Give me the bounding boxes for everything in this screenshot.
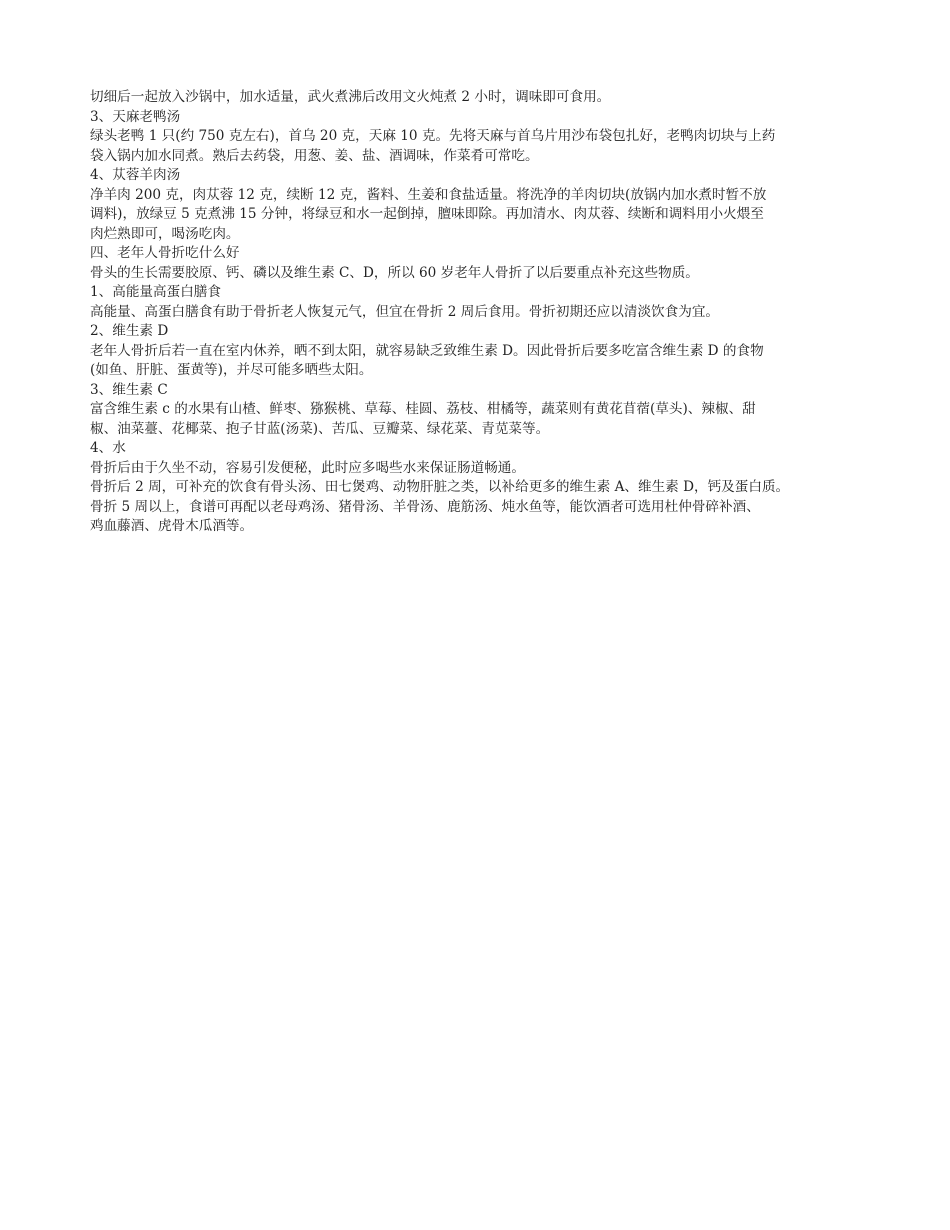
section-heading: 3、维生素 C <box>90 381 168 398</box>
text-line: 骨折后由于久坐不动，容易引发便秘，此时应多喝些水来保证肠道畅通。 <box>90 459 525 476</box>
text-line: 肉烂熟即可，喝汤吃肉。 <box>90 225 240 242</box>
text-line: 高能量、高蛋白膳食有助于骨折老人恢复元气，但宜在骨折 2 周后食用。骨折初期还应以清淡饮食为宜。 <box>90 303 720 320</box>
section-heading: 2、维生素 D <box>90 323 169 339</box>
text-line: 袋入锅内加水同煮。熟后去药袋，用葱、姜、盐、酒调味，作菜肴可常吃。 <box>90 147 539 164</box>
text-line: 净羊肉 200 克，肉苁蓉 12 克，续断 12 克，酱料、生姜和食盐适量。将洗净的羊肉切块(放锅内加水煮时暂不放 <box>90 186 767 203</box>
text-line: 老年人骨折后若一直在室内休养，晒不到太阳，就容易缺乏致维生素 D。因此骨折后要多吃富含维生素 D 的食物 <box>90 342 764 359</box>
text-line: 切细后一起放入沙锅中，加水适量，武火煮沸后改用文火炖煮 2 小时，调味即可食用。 <box>90 89 611 105</box>
section-heading: 4、水 <box>90 440 126 456</box>
section-heading: 4、苁蓉羊肉汤 <box>90 167 181 183</box>
text-line: 调料)，放绿豆 5 克煮沸 15 分钟，将绿豆和水一起倒掉，膻味即除。再加清水、肉苁蓉、续断和调料用小火煨至 <box>90 206 764 222</box>
text-line: 绿头老鸭 1 只(约 750 克左右)，首乌 20 克，天麻 10 克。先将天麻与首乌片用沙布袋包扎好，老鸭肉切块与上药 <box>90 128 776 144</box>
text-line: (如鱼、肝脏、蛋黄等)，并尽可能多晒些太阳。 <box>90 362 373 378</box>
text-line: 鸡血藤酒、虎骨木瓜酒等。 <box>90 518 254 534</box>
text-line: 骨头的生长需要胶原、钙、磷以及维生素 C、D，所以 60 岁老年人骨折了以后要重点补充这些物质。 <box>90 264 699 281</box>
section-heading: 四、老年人骨折吃什么好 <box>90 245 240 261</box>
document-body <box>90 88 880 537</box>
text-line: 骨折后 2 周，可补充的饮食有骨头汤、田七煲鸡、动物肝脏之类，以补给更多的维生素 A、维生素 D，钙及蛋白质。 <box>90 479 790 495</box>
section-heading: 1、高能量高蛋白膳食 <box>90 284 221 300</box>
text-line: 富含维生素 c 的水果有山楂、鲜枣、猕猴桃、草莓、桂圆、荔枝、柑橘等，蔬菜则有黄花苜蓿(草头)、辣椒、甜 <box>90 401 756 417</box>
section-heading: 3、天麻老鸭汤 <box>90 108 181 125</box>
text-line: 椒、油菜薹、花椰菜、抱子甘蓝(汤菜)、苦瓜、豆瓣菜、绿花菜、青苋菜等。 <box>90 420 550 437</box>
text-line: 骨折 5 周以上，食谱可再配以老母鸡汤、猪骨汤、羊骨汤、鹿筋汤、炖水鱼等，能饮酒者可选用杜仲骨碎补酒、 <box>90 498 760 515</box>
